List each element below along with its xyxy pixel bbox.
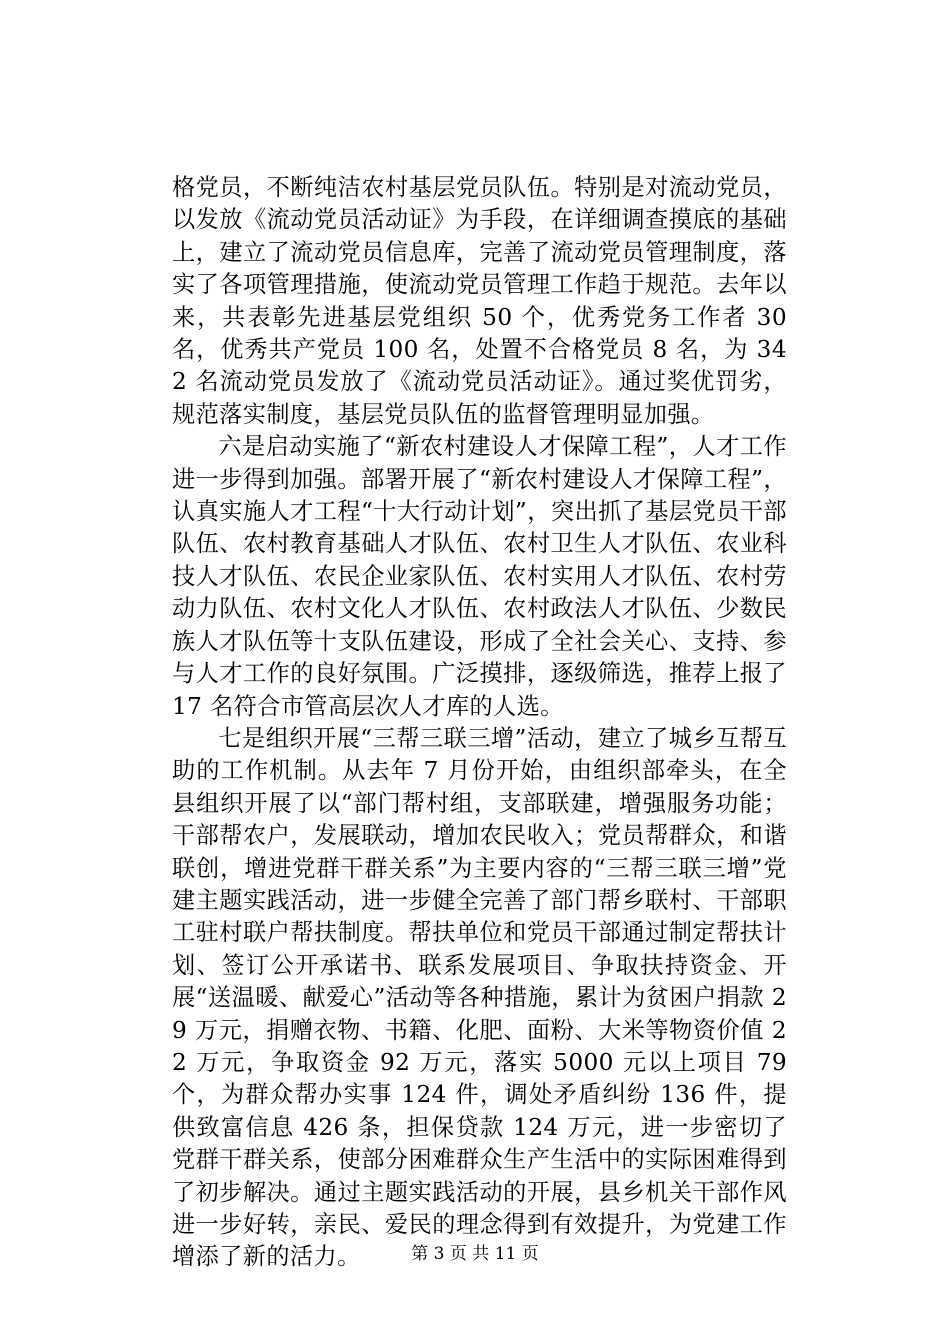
paragraph-three-help-activity: 七是组织开展“三帮三联三增”活动，建立了城乡互帮互助的工作机制。从去年 7 月份开始，由组织部牵头，在全县组织开展了以“部门帮村组，支部联建，增强服务功能；干部帮农户，发展联动，增加农民收入；党员帮群众，和谐联创，增进党群干群关系”为主要内容的“三帮三联三增”党建主题实践活动，进一步健全完善了部门帮乡联村、干部职工驻村联户帮扶制度。帮扶单位和党员干部通过制定帮扶计划、签订公开承诺书、联系发展项目、争取扶持资金、开展“送温暖、献爱心”活动等各种措施，累计为贫困户捐款 29 万元，捐赠衣物、书籍、化肥、面粉、大米等物资价值 22 万元，争取资金 92 万元，落实 5000 元以上项目 79 个，为群众帮办实事 124 件，调处矛盾纠纷 136 件，提供致富信息 426 条，担保贷款 124 万元，进一步密切了党群干群关系，使部分困难群众生产生活中的实际困难得到了初步解决。通过主题实践活动的开展，县乡机关干部作风进一步好转，亲民、爱民的理念得到有效提升，为党建工作增添了新的活力。 xyxy=(172,724,787,1271)
page-number-footer: 第 3 页 共 11 页 xyxy=(411,1244,539,1264)
paragraph-continued: 格党员，不断纯洁农村基层党员队伍。特别是对流动党员，以发放《流动党员活动证》为手段，在详细调查摸底的基础上，建立了流动党员信息库，完善了流动党员管理制度，落实了各项管理措施，使流动党员管理工作趋于规范。去年以来，共表彰先进基层党组织 50 个，优秀党务工作者 30 名，优秀共产党员 100 名，处置不合格党员 8 名，为 342 名流动党员发放了《流动党员活动证》。通过奖优罚劣，规范落实制度，基层党员队伍的监督管理明显加强。 xyxy=(172,174,787,428)
paragraph-talent-project: 六是启动实施了“新农村建设人才保障工程”，人才工作进一步得到加强。部署开展了“新农村建设人才保障工程”，认真实施人才工程“十大行动计划”，突出抓了基层党员干部队伍、农村教育基础人才队伍、农村卫生人才队伍、农业科技人才队伍、农民企业家队伍、农村实用人才队伍、农村劳动力队伍、农村文化人才队伍、农村政法人才队伍、少数民族人才队伍等十支队伍建设，形成了全社会关心、支持、参与人才工作的良好氛围。广泛摸排，逐级筛选，推荐上报了 17 名符合市管高层次人才库的人选。 xyxy=(172,433,787,720)
document-body xyxy=(172,172,787,1274)
